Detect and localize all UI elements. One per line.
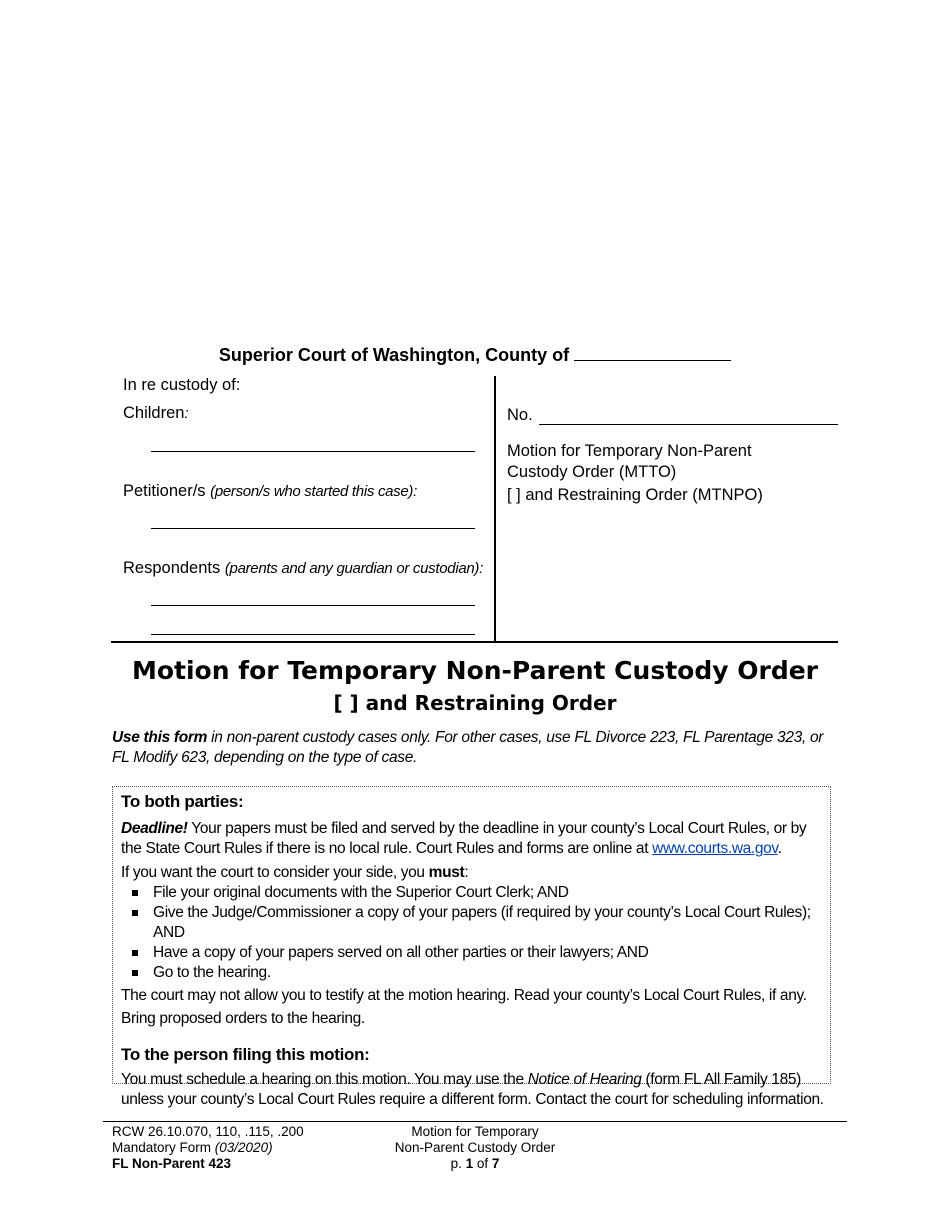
bullet-icon <box>132 910 138 916</box>
page-total: 7 <box>491 1156 500 1171</box>
document-title: Motion for Temporary Non-Parent Custody Order <box>131 656 818 685</box>
right-title-line1: Motion for Temporary Non-Parent <box>507 442 752 460</box>
petitioner-colon: : <box>413 483 417 500</box>
intro-paragraph <box>112 728 832 768</box>
schedule-paragraph <box>121 1070 826 1110</box>
list-item-text: Have a copy of your papers served on all other parties or their lawyers; AND <box>153 944 649 961</box>
schedule-italic: Notice of Hearing <box>527 1071 642 1088</box>
page-prefix: p. <box>450 1156 466 1171</box>
petitioner-label <box>123 482 417 501</box>
right-title-line2: Custody Order (MTTO) <box>507 463 677 481</box>
intro-lead: Use this form <box>112 729 208 746</box>
page-num: 1 <box>465 1156 474 1171</box>
bring-orders-paragraph: Bring proposed orders to the hearing. <box>121 1010 365 1027</box>
list-item-text: File your original documents with the Superior Court Clerk; AND <box>153 884 569 901</box>
footer-rcw: RCW 26.10.070, 110, .115, .200 <box>112 1124 304 1139</box>
respondents-line-1[interactable] <box>151 605 475 606</box>
list-item-text: Give the Judge/Commissioner a copy of your papers (if required by your county’s Local Court Rules); AND <box>153 904 811 941</box>
children-colon: : <box>184 405 189 422</box>
right-title-line3: [ ] and Restraining Order (MTNPO) <box>507 486 763 504</box>
deadline-lead: Deadline! <box>121 820 188 837</box>
footer-mandatory <box>112 1140 304 1156</box>
children-label <box>123 404 188 423</box>
case-number-line[interactable] <box>539 424 838 425</box>
respondents-line-2[interactable] <box>151 634 475 635</box>
footer-left <box>112 1124 304 1172</box>
list-item <box>121 883 826 903</box>
footer-page-number <box>375 1156 575 1172</box>
notice-box <box>112 786 831 1108</box>
respondents-note: (parents and any guardian or custodian) <box>224 560 480 577</box>
deadline-text: Your papers must be filed and served by the deadline in your county’s Local Court Rules, or by the State Court Rules if there is no local rule. Court Rules and forms are online at <box>121 820 807 857</box>
consider-colon: : <box>464 864 469 881</box>
footer-form-date: (03/2020) <box>214 1140 273 1155</box>
document-subtitle: [ ] and Restraining Order <box>333 691 617 715</box>
footer-mandatory-text: Mandatory Form <box>112 1140 215 1155</box>
consider-paragraph <box>121 863 826 883</box>
respondents-colon: : <box>479 560 484 577</box>
court-title <box>0 344 950 366</box>
footer-center-line2: Non-Parent Custody Order <box>394 1140 556 1155</box>
deadline-end: . <box>777 840 782 857</box>
courts-website-link[interactable]: www.courts.wa.gov <box>652 840 778 857</box>
bullet-icon <box>132 890 138 896</box>
bullet-icon <box>132 950 138 956</box>
court-title-text: Superior Court of Washington, County of <box>218 345 570 365</box>
children-line[interactable] <box>151 451 475 452</box>
footer-center <box>375 1124 575 1172</box>
petitioner-line[interactable] <box>151 528 475 529</box>
bullet-icon <box>132 970 138 976</box>
footer-center-line1: Motion for Temporary <box>411 1124 539 1139</box>
footer-divider <box>103 1121 847 1122</box>
schedule-text-1: You must schedule a hearing on this motion. You may use the <box>121 1071 528 1088</box>
list-item <box>121 963 826 983</box>
caption-right-title <box>507 441 752 483</box>
schedule-text-2: (form FL All Family 185) unless your county’s Local Court Rules require a different form. Contact the court for scheduling information. <box>121 1071 824 1108</box>
intro-text: in non-parent custody cases only. For other cases, use FL Divorce 223, FL Parentage 323, or FL Modify 623, depending on the type of case. <box>112 729 824 766</box>
respondents-label <box>123 559 483 578</box>
consider-bold: must <box>428 864 465 881</box>
list-item-text: Go to the hearing. <box>153 964 271 981</box>
list-item <box>121 903 826 943</box>
caption-divider-horizontal <box>111 641 838 643</box>
both-parties-heading: To both parties: <box>121 792 244 811</box>
petitioner-note: (person/s who started this case) <box>210 483 414 500</box>
footer-form-id: FL Non-Parent 423 <box>112 1156 232 1171</box>
list-item <box>121 943 826 963</box>
filer-heading: To the person filing this motion: <box>121 1045 370 1064</box>
testify-paragraph: The court may not allow you to testify at the motion hearing. Read your county’s Local Court Rules, if any. <box>121 987 807 1004</box>
children-label-text: Children <box>123 404 185 422</box>
county-blank[interactable] <box>574 344 731 361</box>
petitioner-label-text: Petitioner/s <box>123 482 211 500</box>
requirements-list <box>121 883 826 983</box>
respondents-label-text: Respondents <box>123 559 225 577</box>
caption-divider-vertical <box>494 376 496 642</box>
deadline-paragraph <box>121 819 826 859</box>
consider-text: If you want the court to consider your side, you <box>121 864 429 881</box>
case-number-label: No. <box>507 406 533 424</box>
in-re-label: In re custody of: <box>123 376 241 394</box>
page-of: of <box>473 1156 492 1171</box>
